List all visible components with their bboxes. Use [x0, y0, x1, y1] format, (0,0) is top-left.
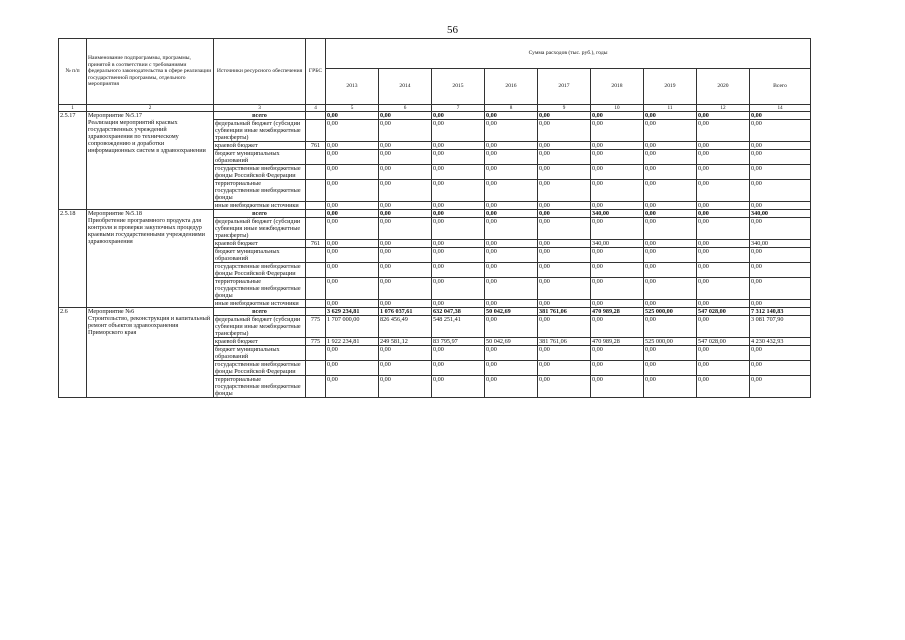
- amount-cell: 0,00: [326, 112, 379, 120]
- grbs-code: [306, 150, 326, 165]
- amount-cell: 0,00: [750, 112, 811, 120]
- amount-cell: 548 251,41: [432, 316, 485, 338]
- amount-cell: 525 000,00: [644, 338, 697, 346]
- amount-cell: 0,00: [750, 263, 811, 278]
- grbs-code: [306, 248, 326, 263]
- amount-cell: 7 312 140,83: [750, 308, 811, 316]
- column-number: 14: [750, 105, 811, 112]
- amount-cell: 0,00: [379, 210, 432, 218]
- grbs-code: [306, 308, 326, 316]
- amount-cell: 0,00: [697, 278, 750, 300]
- amount-cell: 0,00: [326, 150, 379, 165]
- item-number: 2.6: [59, 308, 87, 398]
- header-source: Источники ресурсного обеспечения: [214, 39, 306, 105]
- amount-cell: 0,00: [644, 142, 697, 150]
- header-expenses: Сумма расходов (тыс. руб.), годы: [326, 39, 811, 69]
- header-year: 2017: [538, 69, 591, 105]
- amount-cell: 0,00: [538, 346, 591, 361]
- amount-cell: 0,00: [538, 376, 591, 398]
- column-number: 5: [326, 105, 379, 112]
- amount-cell: 0,00: [750, 361, 811, 376]
- amount-cell: 0,00: [379, 240, 432, 248]
- amount-cell: 0,00: [485, 120, 538, 142]
- funding-source: бюджет муниципальных образований: [214, 248, 306, 263]
- amount-cell: 0,00: [432, 376, 485, 398]
- amount-cell: 0,00: [538, 240, 591, 248]
- amount-cell: 0,00: [485, 346, 538, 361]
- amount-cell: 0,00: [432, 361, 485, 376]
- amount-cell: 0,00: [379, 300, 432, 308]
- grbs-code: [306, 210, 326, 218]
- funding-source: бюджет муниципальных образований: [214, 150, 306, 165]
- amount-cell: 0,00: [432, 278, 485, 300]
- amount-cell: 0,00: [750, 150, 811, 165]
- amount-cell: 340,00: [591, 210, 644, 218]
- funding-source: бюджет муниципальных образований: [214, 346, 306, 361]
- amount-cell: 0,00: [485, 165, 538, 180]
- header-year: 2014: [379, 69, 432, 105]
- item-description: Реализация мероприятий красвых государственных учреждений здравоохранения по техническому сопровождению и доработки информационных систем в здравоохранении: [88, 119, 206, 154]
- header-name: Наименование подпрограммы, программы, принятой в соответствии с требованиями федерального законодательства в сфере реализации государственной программы, отдельного мероприятия: [87, 39, 214, 105]
- amount-cell: 0,00: [485, 112, 538, 120]
- amount-cell: 0,00: [485, 202, 538, 210]
- amount-cell: 0,00: [697, 263, 750, 278]
- funding-source: всего: [214, 308, 306, 316]
- amount-cell: 0,00: [485, 240, 538, 248]
- amount-cell: 0,00: [432, 346, 485, 361]
- header-year: 2016: [485, 69, 538, 105]
- amount-cell: 0,00: [644, 112, 697, 120]
- amount-cell: 0,00: [644, 165, 697, 180]
- funding-source: краевой бюджет: [214, 240, 306, 248]
- column-number: 11: [644, 105, 697, 112]
- amount-cell: 0,00: [379, 202, 432, 210]
- amount-cell: 0,00: [379, 165, 432, 180]
- grbs-code: [306, 202, 326, 210]
- amount-cell: 0,00: [697, 248, 750, 263]
- column-number: 10: [591, 105, 644, 112]
- table-row: [59, 210, 811, 218]
- amount-cell: 0,00: [432, 165, 485, 180]
- amount-cell: 0,00: [432, 142, 485, 150]
- amount-cell: 0,00: [485, 263, 538, 278]
- amount-cell: 0,00: [432, 202, 485, 210]
- amount-cell: 0,00: [379, 278, 432, 300]
- amount-cell: 0,00: [326, 142, 379, 150]
- amount-cell: 470 989,28: [591, 308, 644, 316]
- amount-cell: 50 042,69: [485, 338, 538, 346]
- grbs-code: 761: [306, 142, 326, 150]
- amount-cell: 0,00: [326, 210, 379, 218]
- amount-cell: 0,00: [379, 180, 432, 202]
- amount-cell: 0,00: [485, 218, 538, 240]
- amount-cell: 0,00: [750, 202, 811, 210]
- amount-cell: 1 076 037,61: [379, 308, 432, 316]
- amount-cell: 0,00: [697, 300, 750, 308]
- funding-source: иные внебюджетные источники: [214, 202, 306, 210]
- amount-cell: 0,00: [750, 142, 811, 150]
- grbs-code: 775: [306, 338, 326, 346]
- amount-cell: 0,00: [485, 278, 538, 300]
- amount-cell: 0,00: [432, 210, 485, 218]
- item-description: Строительство, реконструкция и капитальный ремонт объектов здравоохранения Приморского края: [88, 315, 211, 336]
- amount-cell: 0,00: [432, 180, 485, 202]
- item-name: [87, 112, 214, 210]
- amount-cell: 0,00: [379, 248, 432, 263]
- amount-cell: 0,00: [326, 165, 379, 180]
- amount-cell: 0,00: [750, 248, 811, 263]
- amount-cell: 0,00: [485, 150, 538, 165]
- funding-source: территориальные государственные внебюджетные фонды: [214, 376, 306, 398]
- amount-cell: 0,00: [379, 346, 432, 361]
- amount-cell: 525 000,00: [644, 308, 697, 316]
- amount-cell: 1 922 234,81: [326, 338, 379, 346]
- funding-source: всего: [214, 112, 306, 120]
- amount-cell: 0,00: [326, 240, 379, 248]
- amount-cell: 340,00: [750, 210, 811, 218]
- amount-cell: 0,00: [644, 180, 697, 202]
- item-name: [87, 308, 214, 398]
- grbs-code: 775: [306, 316, 326, 338]
- amount-cell: 0,00: [591, 165, 644, 180]
- amount-cell: 0,00: [591, 218, 644, 240]
- amount-cell: 0,00: [485, 300, 538, 308]
- amount-cell: 0,00: [644, 376, 697, 398]
- amount-cell: 0,00: [591, 376, 644, 398]
- column-number: 1: [59, 105, 87, 112]
- amount-cell: 0,00: [432, 240, 485, 248]
- column-number: 9: [538, 105, 591, 112]
- amount-cell: 0,00: [326, 346, 379, 361]
- amount-cell: 0,00: [326, 300, 379, 308]
- amount-cell: 0,00: [432, 120, 485, 142]
- funding-source: территориальные государственные внебюджетные фонды: [214, 278, 306, 300]
- funding-source: иные внебюджетные источники: [214, 300, 306, 308]
- amount-cell: 0,00: [326, 248, 379, 263]
- amount-cell: 0,00: [326, 202, 379, 210]
- item-name: [87, 210, 214, 308]
- header-grbs: ГРБС: [306, 39, 326, 105]
- amount-cell: 0,00: [591, 202, 644, 210]
- amount-cell: 0,00: [591, 361, 644, 376]
- grbs-code: [306, 376, 326, 398]
- amount-cell: 4 230 432,93: [750, 338, 811, 346]
- item-number: 2.5.18: [59, 210, 87, 308]
- amount-cell: 0,00: [538, 278, 591, 300]
- amount-cell: 0,00: [326, 361, 379, 376]
- amount-cell: 0,00: [644, 346, 697, 361]
- amount-cell: 547 028,00: [697, 308, 750, 316]
- amount-cell: 0,00: [538, 248, 591, 263]
- amount-cell: 0,00: [538, 165, 591, 180]
- amount-cell: 0,00: [697, 361, 750, 376]
- header-num: № п/п: [59, 39, 87, 105]
- amount-cell: 0,00: [485, 142, 538, 150]
- amount-cell: 0,00: [538, 361, 591, 376]
- amount-cell: 0,00: [432, 248, 485, 263]
- amount-cell: 0,00: [644, 278, 697, 300]
- item-title: Мероприятие №5.17: [88, 112, 142, 119]
- amount-cell: 0,00: [591, 180, 644, 202]
- amount-cell: 0,00: [750, 180, 811, 202]
- funding-source: государственные внебюджетные фонды Российской Федерации: [214, 263, 306, 278]
- amount-cell: 0,00: [485, 248, 538, 263]
- amount-cell: 0,00: [591, 316, 644, 338]
- amount-cell: 0,00: [591, 112, 644, 120]
- funding-source: всего: [214, 210, 306, 218]
- grbs-code: [306, 300, 326, 308]
- amount-cell: 0,00: [591, 346, 644, 361]
- header-year: 2020: [697, 69, 750, 105]
- amount-cell: 0,00: [697, 142, 750, 150]
- amount-cell: 0,00: [538, 300, 591, 308]
- amount-cell: 632 047,38: [432, 308, 485, 316]
- amount-cell: 0,00: [432, 150, 485, 165]
- amount-cell: 0,00: [697, 120, 750, 142]
- amount-cell: 470 989,28: [591, 338, 644, 346]
- amount-cell: 249 581,12: [379, 338, 432, 346]
- amount-cell: 0,00: [432, 263, 485, 278]
- amount-cell: 0,00: [697, 165, 750, 180]
- amount-cell: 0,00: [485, 180, 538, 202]
- amount-cell: 0,00: [379, 263, 432, 278]
- amount-cell: 0,00: [326, 218, 379, 240]
- grbs-code: [306, 218, 326, 240]
- amount-cell: 1 707 000,00: [326, 316, 379, 338]
- amount-cell: 0,00: [750, 346, 811, 361]
- amount-cell: 0,00: [326, 376, 379, 398]
- amount-cell: 0,00: [485, 376, 538, 398]
- page-number: 56: [447, 24, 458, 36]
- amount-cell: 381 761,06: [538, 338, 591, 346]
- amount-cell: 0,00: [644, 316, 697, 338]
- amount-cell: 0,00: [379, 142, 432, 150]
- amount-cell: 0,00: [644, 150, 697, 165]
- amount-cell: 0,00: [591, 142, 644, 150]
- amount-cell: 0,00: [326, 263, 379, 278]
- column-number: 2: [87, 105, 214, 112]
- column-number: 4: [306, 105, 326, 112]
- amount-cell: 0,00: [644, 361, 697, 376]
- amount-cell: 0,00: [697, 202, 750, 210]
- amount-cell: 0,00: [644, 263, 697, 278]
- amount-cell: 0,00: [485, 361, 538, 376]
- table-row: [59, 112, 811, 120]
- amount-cell: 0,00: [591, 120, 644, 142]
- amount-cell: 0,00: [591, 300, 644, 308]
- amount-cell: 0,00: [697, 112, 750, 120]
- amount-cell: 0,00: [697, 150, 750, 165]
- item-number: 2.5.17: [59, 112, 87, 210]
- amount-cell: 0,00: [591, 278, 644, 300]
- amount-cell: 0,00: [538, 210, 591, 218]
- amount-cell: 340,00: [750, 240, 811, 248]
- amount-cell: 0,00: [379, 150, 432, 165]
- funding-source: государственные внебюджетные фонды Российской Федерации: [214, 361, 306, 376]
- amount-cell: 0,00: [432, 218, 485, 240]
- amount-cell: 0,00: [750, 120, 811, 142]
- amount-cell: 0,00: [644, 240, 697, 248]
- funding-source: территориальные государственные внебюджетные фонды: [214, 180, 306, 202]
- amount-cell: 0,00: [644, 300, 697, 308]
- amount-cell: 0,00: [644, 120, 697, 142]
- amount-cell: 0,00: [538, 202, 591, 210]
- amount-cell: 0,00: [644, 210, 697, 218]
- grbs-code: 761: [306, 240, 326, 248]
- item-title: Мероприятие №5.18: [88, 210, 142, 217]
- amount-cell: 0,00: [379, 376, 432, 398]
- amount-cell: 0,00: [538, 316, 591, 338]
- amount-cell: 0,00: [432, 112, 485, 120]
- amount-cell: 0,00: [379, 120, 432, 142]
- amount-cell: 826 456,49: [379, 316, 432, 338]
- amount-cell: 0,00: [750, 278, 811, 300]
- amount-cell: 0,00: [538, 263, 591, 278]
- amount-cell: 50 042,69: [485, 308, 538, 316]
- header-year: 2018: [591, 69, 644, 105]
- header-year: 2013: [326, 69, 379, 105]
- amount-cell: 83 795,97: [432, 338, 485, 346]
- amount-cell: 3 081 707,90: [750, 316, 811, 338]
- amount-cell: 0,00: [538, 150, 591, 165]
- amount-cell: 0,00: [485, 210, 538, 218]
- amount-cell: 0,00: [538, 112, 591, 120]
- amount-cell: 0,00: [432, 300, 485, 308]
- amount-cell: 0,00: [750, 300, 811, 308]
- funding-source: краевой бюджет: [214, 142, 306, 150]
- grbs-code: [306, 120, 326, 142]
- funding-source: федеральный бюджет (субсидии субвенция иные межбюджетные трансферты): [214, 218, 306, 240]
- amount-cell: 340,00: [591, 240, 644, 248]
- amount-cell: 0,00: [538, 120, 591, 142]
- amount-cell: 0,00: [644, 202, 697, 210]
- funding-source: краевой бюджет: [214, 338, 306, 346]
- amount-cell: 547 028,00: [697, 338, 750, 346]
- funding-source: государственные внебюджетные фонды Российской Федерации: [214, 165, 306, 180]
- amount-cell: 0,00: [644, 248, 697, 263]
- grbs-code: [306, 263, 326, 278]
- column-number: 3: [214, 105, 306, 112]
- amount-cell: 0,00: [644, 218, 697, 240]
- amount-cell: 0,00: [379, 218, 432, 240]
- item-description: Приобретение программного продукта для контроля и проверки закупочных процедур краевыми государственными учреждениями здравоохранения: [88, 217, 205, 245]
- amount-cell: 0,00: [591, 248, 644, 263]
- amount-cell: 0,00: [697, 218, 750, 240]
- amount-cell: 0,00: [750, 165, 811, 180]
- column-number: 8: [485, 105, 538, 112]
- amount-cell: 0,00: [697, 240, 750, 248]
- amount-cell: 0,00: [326, 278, 379, 300]
- header-year: 2015: [432, 69, 485, 105]
- amount-cell: 0,00: [697, 210, 750, 218]
- amount-cell: 3 629 234,81: [326, 308, 379, 316]
- amount-cell: 0,00: [697, 316, 750, 338]
- grbs-code: [306, 278, 326, 300]
- amount-cell: 0,00: [750, 376, 811, 398]
- column-number: 7: [432, 105, 485, 112]
- grbs-code: [306, 346, 326, 361]
- amount-cell: 0,00: [750, 218, 811, 240]
- funding-source: федеральный бюджет (субсидии субвенции иные межбюджетные трансферты): [214, 316, 306, 338]
- amount-cell: 0,00: [697, 346, 750, 361]
- funding-source: федеральный бюджет (субсидии субвенции иные межбюджетные трансферты): [214, 120, 306, 142]
- column-number: 6: [379, 105, 432, 112]
- amount-cell: 0,00: [697, 376, 750, 398]
- amount-cell: 0,00: [326, 180, 379, 202]
- amount-cell: 0,00: [697, 180, 750, 202]
- amount-cell: 0,00: [591, 150, 644, 165]
- amount-cell: 0,00: [538, 180, 591, 202]
- grbs-code: [306, 361, 326, 376]
- table-row: [59, 308, 811, 316]
- column-number: 12: [697, 105, 750, 112]
- expense-table: [58, 38, 811, 398]
- header-year: Всего: [750, 69, 811, 105]
- amount-cell: 0,00: [379, 112, 432, 120]
- amount-cell: 381 761,06: [538, 308, 591, 316]
- item-title: Мероприятие №6: [88, 308, 135, 315]
- grbs-code: [306, 165, 326, 180]
- amount-cell: 0,00: [591, 263, 644, 278]
- grbs-code: [306, 180, 326, 202]
- amount-cell: 0,00: [379, 361, 432, 376]
- grbs-code: [306, 112, 326, 120]
- amount-cell: 0,00: [326, 120, 379, 142]
- amount-cell: 0,00: [538, 142, 591, 150]
- header-year: 2019: [644, 69, 697, 105]
- amount-cell: 0,00: [538, 218, 591, 240]
- amount-cell: 0,00: [485, 316, 538, 338]
